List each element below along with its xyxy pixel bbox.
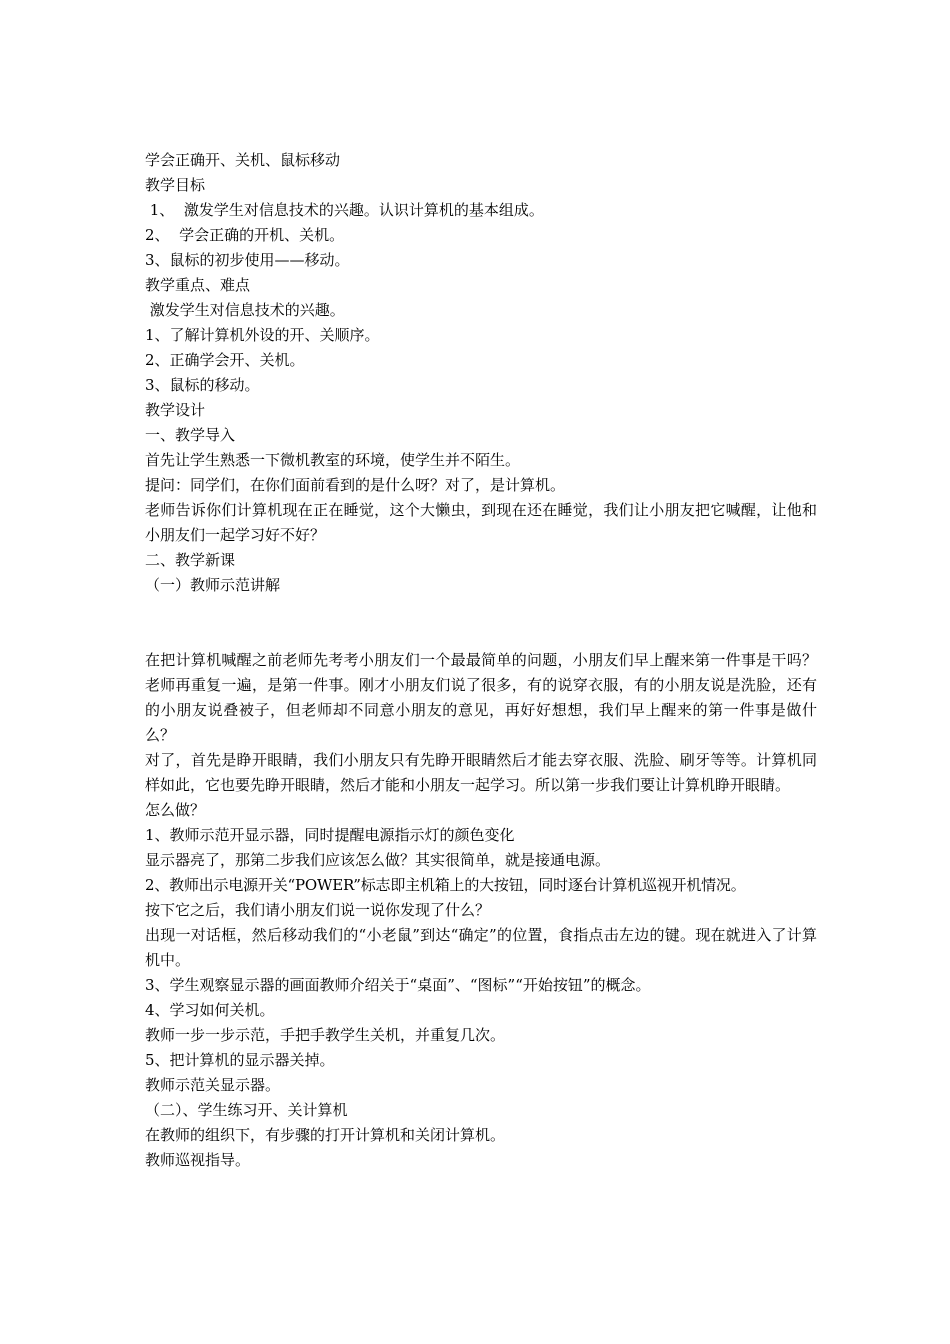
goal-item-1: 1、 激发学生对信息技术的兴趣。认识计算机的基本组成。	[145, 201, 544, 219]
paragraph-environment: 首先让学生熟悉一下微机教室的环境，使学生并不陌生。	[145, 451, 521, 469]
subheading-introduction: 一、教学导入	[145, 426, 236, 444]
blank-line	[145, 598, 817, 623]
paragraph-shutdown-demo: 教师一步一步示范，手把手教学生关机，并重复几次。	[145, 1026, 506, 1044]
paragraph-sleeping-computer: 老师告诉你们计算机现在正在睡觉，这个大懒虫，到现在还在睡觉，我们让小朋友把它喊醒，让他和小朋友们一起学习好不好？	[145, 501, 817, 544]
step-5: 5、把计算机的显示器关掉。	[145, 1051, 335, 1069]
blank-line	[145, 623, 817, 648]
paragraph-question: 提问：同学们，在你们面前看到的是什么呀？对了，是计算机。	[145, 476, 566, 494]
paragraph-dialog: 出现一对话框，然后移动我们的“小老鼠”到达“确定”的位置，食指点击左边的键。现在就进入了计算机中。	[145, 926, 817, 969]
paragraph-press: 按下它之后，我们请小朋友们说一说你发现了什么？	[145, 901, 491, 919]
paragraph-power: 显示器亮了，那第二步我们应该怎么做？其实很简单，就是接通电源。	[145, 851, 611, 869]
document-body	[145, 148, 817, 1173]
lesson-title: 学会正确开、关机、鼠标移动	[145, 151, 341, 169]
step-1: 1、教师示范开显示器，同时提醒电源指示灯的颜色变化	[145, 826, 515, 844]
paragraph-how: 怎么做？	[145, 801, 206, 819]
key-point-2: 2、正确学会开、关机。	[145, 351, 305, 369]
section-heading-goals: 教学目标	[145, 176, 206, 194]
step-2: 2、教师出示电源开关“POWER”标志即主机箱上的大按钮，同时逐台计算机巡视开机情况。	[145, 876, 746, 894]
section-heading-key-points: 教学重点、难点	[145, 276, 251, 294]
paragraph-guidance: 教师巡视指导。	[145, 1151, 251, 1169]
subheading-new-lesson: 二、教学新课	[145, 551, 236, 569]
subheading-teacher-demo: （一）教师示范讲解	[145, 576, 281, 594]
goal-item-3: 3、鼠标的初步使用——移动。	[145, 251, 350, 269]
step-4: 4、学习如何关机。	[145, 1001, 275, 1019]
paragraph-practice: 在教师的组织下，有步骤的打开计算机和关闭计算机。	[145, 1126, 506, 1144]
step-3: 3、学生观察显示器的画面教师介绍关于“桌面”、“图标”“开始按钮”的概念。	[145, 976, 651, 994]
paragraph-first-thing: 在把计算机喊醒之前老师先考考小朋友们一个最最简单的问题，小朋友们早上醒来第一件事是干吗？老师再重复一遍，是第一件事。刚才小朋友们说了很多，有的说穿衣服，有的小朋友说是洗脸，还有的小朋友说叠被子，但老师却不同意小朋友的意见，再好好想想，我们早上醒来的第一件事是做什么？	[145, 651, 817, 744]
paragraph-open-eyes: 对了，首先是睁开眼睛，我们小朋友只有先睁开眼睛然后才能去穿衣服、洗脸、刷牙等等。计算机同样如此，它也要先睁开眼睛，然后才能和小朋友一起学习。所以第一步我们要让计算机睁开眼睛。	[145, 751, 817, 794]
section-heading-design: 教学设计	[145, 401, 206, 419]
key-point-1: 1、了解计算机外设的开、关顺序。	[145, 326, 380, 344]
paragraph-monitor-off: 教师示范关显示器。	[145, 1076, 281, 1094]
key-point-intro: 激发学生对信息技术的兴趣。	[145, 301, 345, 319]
subheading-student-practice: （二）、学生练习开、关计算机	[145, 1101, 348, 1119]
goal-item-2: 2、 学会正确的开机、关机。	[145, 226, 345, 244]
key-point-3: 3、鼠标的移动。	[145, 376, 260, 394]
